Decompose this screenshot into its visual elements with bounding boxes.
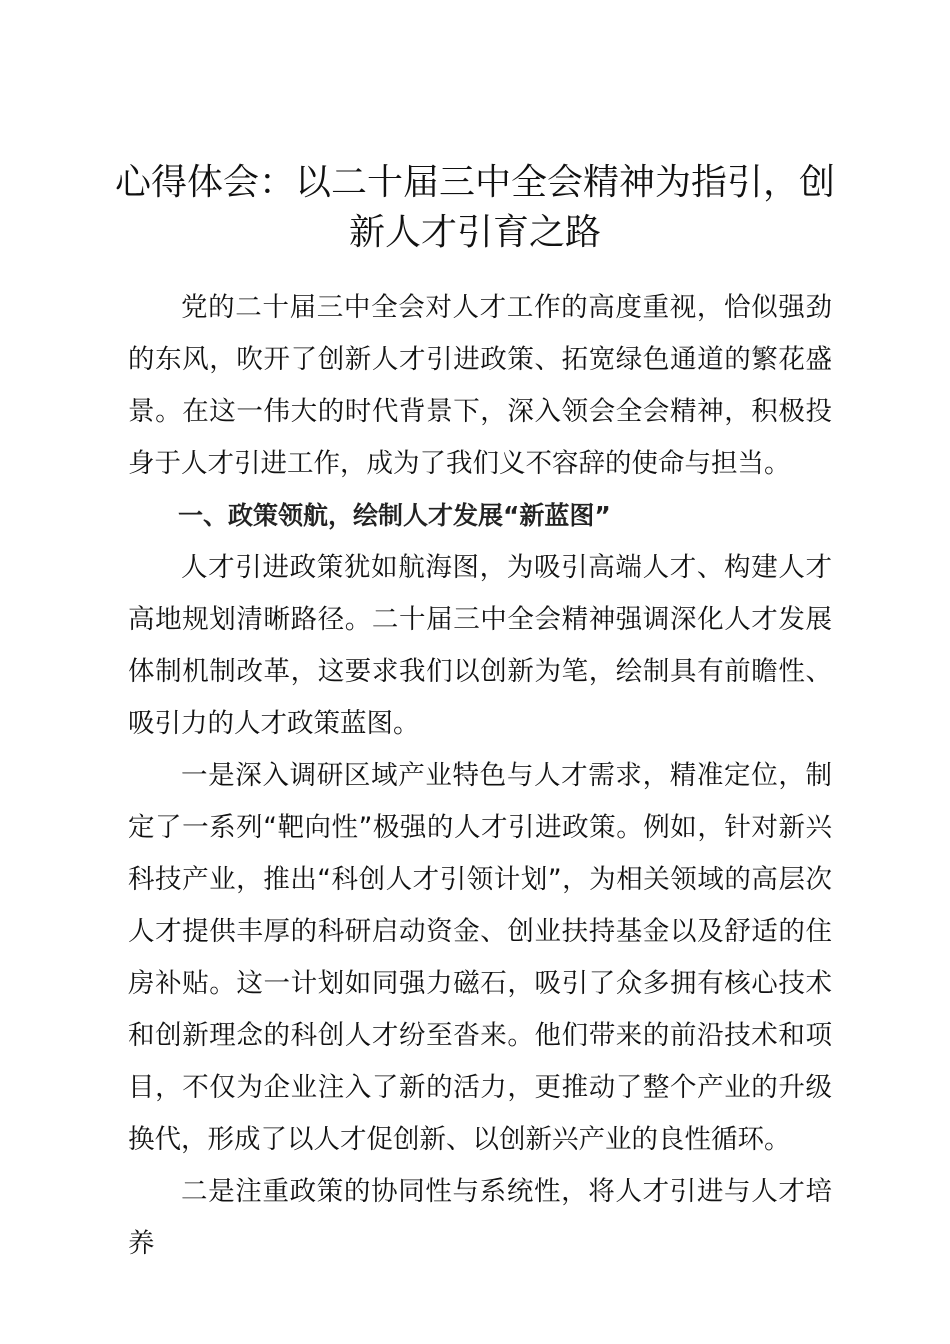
- paragraph-intro: 党的二十届三中全会对人才工作的高度重视，恰似强劲的东风，吹开了创新人才引进政策、拓宽绿色通道的繁花盛景。在这一伟大的时代背景下，深入领会全会精神，积极投身于人才引进工作，成为了我们义不容辞的使命与担当。: [128, 292, 832, 479]
- section-heading-1: 一、政策领航，绘制人才发展“新蓝图”: [178, 501, 611, 530]
- paragraph-policy-overview: 人才引进政策犹如航海图，为吸引高端人才、构建人才高地规划清晰路径。二十届三中全会精神强调深化人才发展体制机制改革，这要求我们以创新为笔，绘制具有前瞻性、吸引力的人才政策蓝图。: [128, 552, 832, 739]
- paragraph-point-two: 二是注重政策的协同性与系统性，将人才引进与人才培养: [128, 1176, 832, 1259]
- title-line-1: 心得体会：以二十届三中全会精神为指引，创: [114, 162, 835, 203]
- paragraph-point-one: 一是深入调研区域产业特色与人才需求，精准定位，制定了一系列“靶向性”极强的人才引进政策。例如，针对新兴科技产业，推出“科创人才引领计划”，为相关领域的高层次人才提供丰厚的科研启动资金、创业扶持基金以及舒适的住房补贴。这一计划如同强力磁石，吸引了众多拥有核心技术和创新理念的科创人才纷至沓来。他们带来的前沿技术和项目，不仅为企业注入了新的活力，更推动了整个产业的升级换代，形成了以人才促创新、以创新兴产业的良性循环。: [128, 760, 832, 1155]
- document-body: [128, 282, 832, 1270]
- title-line-2: 新人才引育之路: [348, 212, 601, 253]
- document-title: [110, 158, 840, 258]
